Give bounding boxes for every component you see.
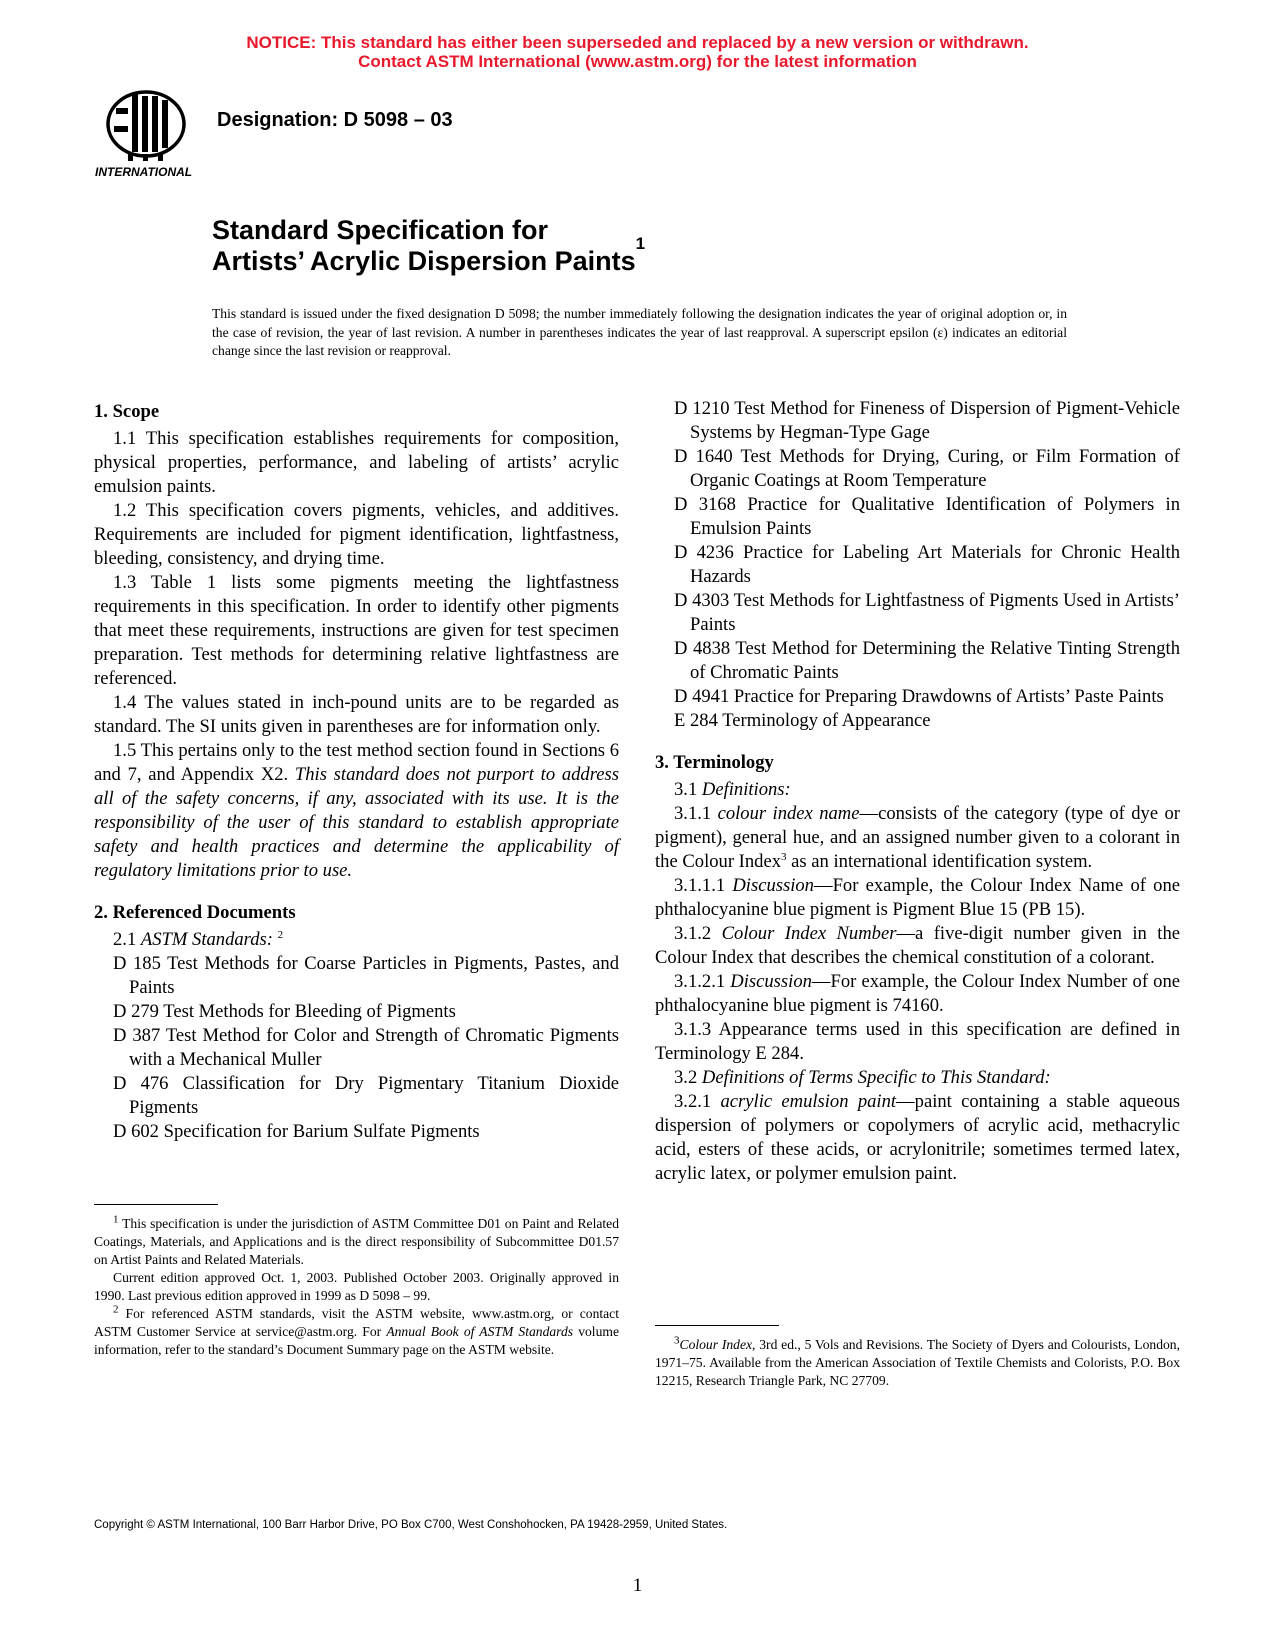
ref-d476: D 476 Classification for Dry Pigmentary Titanium Dioxide Pigments bbox=[113, 1073, 619, 1118]
document-title bbox=[212, 215, 645, 277]
title-line-1: Standard Specification for bbox=[212, 215, 549, 245]
ref-d185: D 185 Test Methods for Coarse Particles in Pigments, Pastes, and Paints bbox=[113, 953, 619, 998]
ref-d1640: D 1640 Test Methods for Drying, Curing, or Film Formation of Organic Coatings at Room Temperature bbox=[674, 446, 1180, 491]
para-3-1-2 bbox=[655, 922, 1180, 970]
section-heading-scope: 1. Scope bbox=[94, 401, 160, 422]
designation: Designation: D 5098 – 03 bbox=[217, 109, 453, 131]
para-1-4: 1.4 The values stated in inch-pound units are to be regarded as standard. The SI units given in parentheses are for information only. bbox=[94, 692, 619, 737]
para-3-1-1-1-text: —For example, the Colour Index Name of one phthalocyanine blue pigment is Pigment Blue 15 (PB 15). bbox=[655, 875, 1181, 920]
notice-line-2: Contact ASTM International (www.astm.org) for the latest information bbox=[358, 52, 917, 71]
footnote-3 bbox=[655, 1336, 1180, 1390]
para-3-1-2-1 bbox=[655, 970, 1180, 1018]
footnote-1-text: This specification is under the jurisdiction of ASTM Committee D01 on Paint and Related Coatings, Materials, and Applications and is the direct responsibility of Subcommittee D01.57 on Artist Paints and Related Materials. bbox=[94, 1216, 619, 1267]
para-1-3: 1.3 Table 1 lists some pigments meeting the lightfastness requirements in this specification. In order to identify other pigments that meet these requirements, instructions are given for test specimen preparation. Test methods for determining relative lightfastness are referenced. bbox=[94, 572, 619, 689]
para-3-1-1-text-end: as an international identification system. bbox=[786, 851, 1093, 872]
para-3-1-1-1 bbox=[655, 874, 1180, 922]
footnote-2-text: For referenced ASTM standards, visit the ASTM website, www.astm.org, or contact ASTM Customer Service at service@astm.org. For bbox=[94, 1306, 619, 1339]
para-3-1-1-num: 3.1.1 bbox=[674, 803, 718, 824]
para-2-1 bbox=[94, 928, 619, 952]
para-3-1-2-1-num: 3.1.2.1 bbox=[674, 971, 731, 992]
ref-d387: D 387 Test Method for Color and Strength of Chromatic Pigments with a Mechanical Muller bbox=[113, 1025, 619, 1070]
ref-d1210: D 1210 Test Method for Fineness of Dispersion of Pigment-Vehicle Systems by Hegman-Type Gage bbox=[674, 398, 1180, 443]
para-3-1-num: 3.1 bbox=[674, 779, 702, 800]
title-footnote-mark: 1 bbox=[635, 234, 646, 253]
withdrawn-notice bbox=[0, 33, 1275, 71]
logo-text: INTERNATIONAL bbox=[95, 165, 193, 179]
footnote-3-title: Colour Index bbox=[679, 1337, 753, 1352]
para-3-1-1-text: —consists of the category (type of dye or pigment), general hue, and an assigned number given to a colorant in the Colour Index bbox=[655, 803, 1180, 872]
footnote-2-mark: 2 bbox=[113, 1303, 119, 1316]
para-3-1 bbox=[655, 778, 1180, 802]
ref-d3168: D 3168 Practice for Qualitative Identification of Polymers in Emulsion Paints bbox=[674, 494, 1180, 539]
para-1-5 bbox=[94, 739, 619, 883]
para-3-1-1 bbox=[655, 802, 1180, 874]
para-3-1-2-term: Colour Index Number bbox=[721, 923, 897, 944]
footnote-3-mark: 3 bbox=[674, 1334, 680, 1347]
ref-d4236: D 4236 Practice for Labeling Art Materials for Chronic Health Hazards bbox=[674, 542, 1180, 587]
footnote-1 bbox=[94, 1215, 619, 1269]
para-1-5-safety: This standard does not purport to address all of the safety concerns, if any, associated with its use. It is the responsibility of the user of this standard to establish appropriate safety and health practices and determine the applicability of regulatory limitations prior to use. bbox=[94, 764, 620, 881]
para-1-2: 1.2 This specification covers pigments, vehicles, and additives. Requirements are included for pigment identification, lightfastness, bleeding, consistency, and drying time. bbox=[94, 500, 619, 569]
footnote-3-text: , 3rd ed., 5 Vols and Revisions. The Society of Dyers and Colourists, London, 1971–75. Available from the American Association of Textile Chemists and Colorists, P.O. Box 12215, Research Triangle Park, NC 27709. bbox=[655, 1337, 1180, 1388]
para-3-1-label: Definitions: bbox=[701, 779, 791, 800]
issue-note: This standard is issued under the fixed designation D 5098; the number immediately following the designation indicates the year of original adoption or, in the case of revision, the year of last revision. A number in parentheses indicates the year of last reapproval. A superscript epsilon (ε) indicates an editorial change since the last revision or reapproval. bbox=[212, 306, 1067, 358]
para-3-1-1-1-term: Discussion bbox=[732, 875, 814, 896]
footnote-2 bbox=[94, 1305, 619, 1359]
para-2-1-num: 2.1 bbox=[113, 929, 141, 950]
left-column bbox=[94, 400, 619, 1144]
para-3-1-1-footnote-mark: 3 bbox=[781, 850, 787, 863]
para-3-2-label: Definitions of Terms Specific to This Standard: bbox=[701, 1067, 1051, 1088]
para-3-1-1-term: colour index name bbox=[717, 803, 860, 824]
copyright-line: Copyright © ASTM International, 100 Barr Harbor Drive, PO Box C700, West Conshohocken, PA 19428-2959, United States. bbox=[94, 1519, 728, 1531]
para-1-1: 1.1 This specification establishes requirements for composition, physical properties, performance, and labeling of artists’ acrylic emulsion paints. bbox=[94, 428, 619, 497]
ref-d4941: D 4941 Practice for Preparing Drawdowns of Artists’ Paste Paints bbox=[674, 686, 1164, 707]
footnotes-right bbox=[655, 1336, 1180, 1390]
title-line-2 bbox=[212, 234, 646, 277]
para-3-2-1-term: acrylic emulsion paint bbox=[720, 1091, 897, 1112]
footnote-2-text-end: volume information, refer to the standard’s Document Summary page on the ASTM website. bbox=[94, 1324, 619, 1357]
footnotes-left bbox=[94, 1215, 619, 1359]
para-1-5-text: 1.5 This pertains only to the test method section found in Sections 6 and 7, and Appendix X2. bbox=[94, 740, 619, 785]
para-3-2-1-num: 3.2.1 bbox=[674, 1091, 721, 1112]
page-number: 1 bbox=[632, 1575, 643, 1596]
ref-d4303: D 4303 Test Methods for Lightfastness of Pigments Used in Artists’ Paints bbox=[674, 590, 1180, 635]
para-3-2-num: 3.2 bbox=[674, 1067, 702, 1088]
para-3-1-2-1-term: Discussion bbox=[730, 971, 812, 992]
ref-e284: E 284 Terminology of Appearance bbox=[674, 710, 931, 731]
footnote-2-book: Annual Book of ASTM Standards bbox=[386, 1324, 574, 1339]
para-3-1-2-1-text: —For example, the Colour Index Number of one phthalocyanine blue pigment is 74160. bbox=[655, 971, 1181, 1016]
para-3-2-1 bbox=[655, 1090, 1180, 1186]
para-3-1-2-num: 3.1.2 bbox=[674, 923, 722, 944]
section-heading-terminology: 3. Terminology bbox=[655, 752, 774, 773]
para-3-2-1-text: —paint containing a stable aqueous dispersion of polymers or copolymers of acrylic acid, methacrylic acid, esters of these acids, or acrylonitrile; sometimes termed latex, acrylic latex, or polymer emulsion paint. bbox=[655, 1091, 1180, 1184]
para-3-1-3: 3.1.3 Appearance terms used in this specification are defined in Terminology E 284. bbox=[655, 1019, 1180, 1064]
footnote-divider-right bbox=[655, 1325, 779, 1326]
footnote-1-mark: 1 bbox=[113, 1213, 119, 1226]
para-3-2 bbox=[655, 1066, 1180, 1090]
footnote-divider-left bbox=[94, 1204, 218, 1205]
notice-line-1: NOTICE: This standard has either been superseded and replaced by a new version or withdrawn. bbox=[246, 33, 1029, 52]
ref-d602: D 602 Specification for Barium Sulfate Pigments bbox=[113, 1121, 480, 1142]
ref-d4838: D 4838 Test Method for Determining the Relative Tinting Strength of Chromatic Paints bbox=[674, 638, 1180, 683]
para-2-1-footnote-mark: 2 bbox=[277, 928, 284, 941]
title-line-2-text: Artists’ Acrylic Dispersion Paints bbox=[212, 246, 636, 276]
right-column bbox=[655, 397, 1180, 1186]
footnote-1-edition: Current edition approved Oct. 1, 2003. Published October 2003. Originally approved in 1990. Last previous edition approved in 1999 as D 5098 – 99. bbox=[94, 1270, 619, 1303]
ref-d279: D 279 Test Methods for Bleeding of Pigments bbox=[113, 1001, 456, 1022]
para-2-1-label: ASTM Standards: bbox=[140, 929, 273, 950]
section-heading-referenced: 2. Referenced Documents bbox=[94, 902, 296, 923]
astm-logo-icon bbox=[92, 86, 200, 182]
para-3-1-2-text: —a five-digit number given in the Colour Index that describes the chemical constitution of a colorant. bbox=[655, 923, 1180, 968]
para-3-1-1-1-num: 3.1.1.1 bbox=[674, 875, 733, 896]
